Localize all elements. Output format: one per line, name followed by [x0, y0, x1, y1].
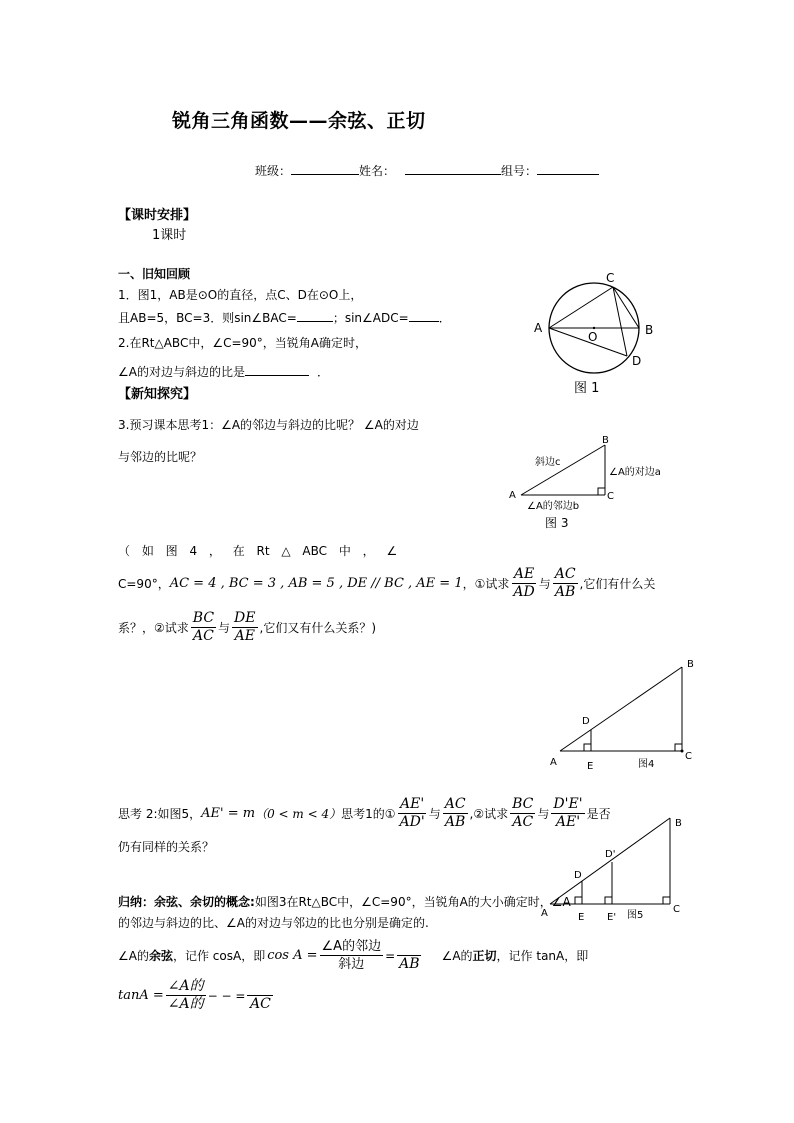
page-title: 锐角三角函数——余弦、正切	[172, 110, 426, 132]
q3-line1: 3.预习课本思考1：∠A的邻边与斜边的比呢？ ∠A的对边	[118, 418, 419, 432]
header-info	[255, 161, 599, 179]
summary-line1	[118, 893, 571, 910]
fig5-right-angle-e	[575, 897, 582, 904]
q4-givens: AC = 4 , BC = 3 , AB = 5 , DE // BC , AE = 1	[169, 576, 463, 591]
fig3-label-c: C	[607, 491, 614, 502]
cos-text-b: ，记作 cosA，即	[172, 949, 266, 963]
frac-den: AE	[234, 628, 255, 644]
q2-line2	[118, 362, 329, 380]
fig3-label-a: A	[509, 490, 516, 501]
cos-fraction-2	[397, 938, 421, 973]
think2-line1	[118, 796, 611, 831]
sin-bac-blank[interactable]	[297, 308, 333, 322]
frac-num: BC	[512, 796, 534, 812]
frac-den: AE'	[555, 814, 581, 830]
cos-text-a: ∠A的	[118, 949, 149, 963]
q4-line1: （ 如 图 4 ， 在 Rt △ ABC 中 ， ∠	[118, 544, 398, 558]
q2-text-a: ∠A的对边与斜边的比是	[118, 365, 245, 379]
think2-text-f: 是否	[586, 807, 611, 821]
q1-line2	[118, 308, 451, 326]
frac-bc-ac-2	[510, 796, 535, 831]
q4-relation2: ,它们又有什么关系？)	[259, 621, 376, 635]
fig5-label-d2: D'	[605, 849, 616, 860]
q4-and1: 与	[538, 577, 551, 591]
schedule-heading: 【课时安排】	[118, 208, 197, 223]
tan-definition	[118, 978, 275, 1013]
frac-den: AB	[554, 584, 576, 600]
group-label: 组号：	[501, 164, 538, 178]
frac-num: D'E'	[553, 796, 583, 812]
figure-4	[545, 655, 705, 773]
frac-den: AC	[249, 996, 271, 1012]
fig5-label-d: D	[574, 870, 582, 881]
tan-dash: − − =	[207, 988, 246, 1003]
q1-line1: 1．图1，AB是⊙O的直径，点C、D在⊙O上，	[118, 288, 363, 302]
ratio-blank[interactable]	[245, 362, 309, 376]
frac-num: ∠A的	[167, 978, 204, 994]
frac-num: ∠A的邻边	[321, 939, 382, 954]
fig3-hyp: 斜边c	[535, 457, 561, 468]
class-label: 班级：	[255, 164, 292, 178]
q2-text-b: ．	[316, 365, 329, 379]
q4-try2: 系？，②试求	[118, 621, 189, 635]
review-heading: 一、旧知回顾	[118, 267, 191, 281]
fig3-adj: ∠A的邻边b	[527, 501, 580, 512]
frac-den: AD	[513, 584, 535, 600]
cos-definition	[118, 938, 588, 973]
fig5-side-ab	[550, 818, 670, 904]
frac-den: ∠A的	[167, 996, 204, 1012]
frac-num: DE	[234, 610, 256, 626]
fig5-label-e: E	[578, 912, 585, 923]
fig3-opp: ∠A的对边a	[609, 467, 661, 478]
q4-and2: 与	[218, 621, 231, 635]
fig1-label-c: C	[606, 271, 615, 285]
figure-3	[505, 433, 690, 533]
q4-line2	[118, 566, 655, 601]
fig5-label-b: B	[675, 818, 682, 829]
fig1-label-d: D	[632, 354, 642, 368]
frac-bc-ac	[191, 610, 216, 645]
think2-text-a: 思考 2:如图5，	[118, 807, 202, 821]
fig3-caption: 图 3	[545, 516, 569, 530]
name-blank[interactable]	[405, 161, 501, 175]
frac-num: AE	[513, 566, 535, 582]
fig4-point-c	[681, 750, 684, 753]
tan-fraction-2	[247, 978, 273, 1013]
fig1-label-o: O	[588, 330, 598, 344]
q3-line2: 与邻边的比呢？	[118, 450, 203, 464]
fig5-caption: 图5	[627, 910, 644, 921]
fig4-label-e: E	[587, 761, 594, 772]
q4-c90: C=90°，	[118, 577, 170, 591]
fig4-label-b: B	[687, 659, 694, 670]
frac-den: AB	[399, 956, 420, 972]
frac-ae-ad	[511, 566, 536, 601]
frac-den: 斜边	[338, 957, 365, 972]
fig5-right-angle-c	[663, 897, 670, 904]
tan-term: 正切	[472, 949, 497, 963]
summary-line2: 的邻边与斜边的比、∠A的对边与邻边的比也分别是确定的.	[118, 916, 429, 930]
frac-ac-ab-2	[443, 796, 468, 831]
frac-ac-ab	[553, 566, 578, 601]
frac-num: AC	[554, 566, 576, 582]
q4-try1: ，①试求	[462, 577, 510, 591]
fig4-label-c: C	[685, 751, 692, 762]
fig1-label-b: B	[645, 323, 654, 337]
tan-lhs: tanA =	[118, 988, 164, 1003]
tan-fraction	[166, 978, 206, 1013]
q1-text-b: ；sin∠ADC=	[332, 311, 409, 325]
group-blank[interactable]	[537, 161, 599, 175]
cos-term: 余弦	[148, 949, 173, 963]
think2-text-d: ,②试求	[469, 807, 509, 821]
tan-text-a: ∠A的	[441, 949, 473, 963]
cos-eq: =	[385, 948, 396, 963]
summary-heading: 归纳：余弦、余切的概念:	[118, 895, 255, 909]
q1-text-a: 且AB=5，BC=3．则sin∠BAC=	[118, 311, 297, 325]
q2-line1: 2.在Rt△ABC中，∠C=90°，当锐角A确定时，	[118, 336, 368, 350]
fig5-label-a: A	[541, 908, 548, 919]
fig4-caption: 图4	[638, 759, 655, 770]
name-label: 姓名：	[359, 164, 396, 178]
frac-den: AD'	[399, 814, 425, 830]
segment-ac	[549, 287, 613, 328]
frac-num: BC	[192, 610, 215, 626]
fig5-right-angle-e2	[605, 897, 612, 904]
fig3-label-b: B	[602, 435, 609, 446]
fig5-label-c: C	[673, 904, 680, 915]
tan-text-b: ，记作 tanA，即	[496, 949, 589, 963]
tan-blank-num[interactable]	[247, 978, 273, 996]
think2-and1: 与	[428, 807, 441, 821]
q4-relation1: ,它们有什么关	[579, 577, 656, 591]
think2-range: （0 < m < 4）	[255, 807, 342, 821]
summary-text1: 如图3在Rt△BC中，∠C=90°，当锐角A的大小确定时，∠A	[254, 895, 571, 909]
fig1-label-a: A	[534, 321, 543, 335]
fig4-label-a: A	[550, 757, 557, 768]
fig1-caption: 图 1	[574, 381, 600, 396]
center-o	[593, 327, 595, 329]
q1-text-c: ．	[438, 311, 451, 325]
fig4-label-d: D	[582, 716, 590, 727]
fig4-side-ab	[560, 667, 682, 751]
cos-lhs: cos A =	[267, 948, 318, 963]
think2-text-b: 思考1的①	[341, 807, 396, 821]
explore-heading: 【新知探究】	[118, 387, 197, 402]
think2-and2: 与	[537, 807, 550, 821]
think2-line2: 仍有同样的关系？	[118, 840, 215, 854]
fig5-label-e2: E'	[607, 912, 617, 923]
think2-ae-m: AE' = m	[201, 806, 256, 821]
schedule-value: 1课时	[152, 228, 187, 243]
frac-ae2-ad2	[398, 796, 427, 831]
fig4-right-angle-e	[584, 744, 591, 751]
frac-den: AC	[192, 628, 214, 644]
figure-1	[530, 262, 660, 398]
frac-den: AB	[444, 814, 466, 830]
frac-num: AC	[444, 796, 466, 812]
cos-fraction	[320, 938, 384, 973]
fig3-side-ab	[521, 445, 605, 495]
fig3-right-angle	[598, 488, 605, 495]
sin-adc-blank[interactable]	[409, 308, 439, 322]
class-blank[interactable]	[291, 161, 359, 175]
frac-de-ae	[232, 610, 257, 645]
q4-line3	[118, 610, 376, 645]
frac-num: AE'	[400, 796, 425, 812]
cos-blank-num[interactable]	[397, 938, 421, 956]
frac-den: AC	[512, 814, 534, 830]
